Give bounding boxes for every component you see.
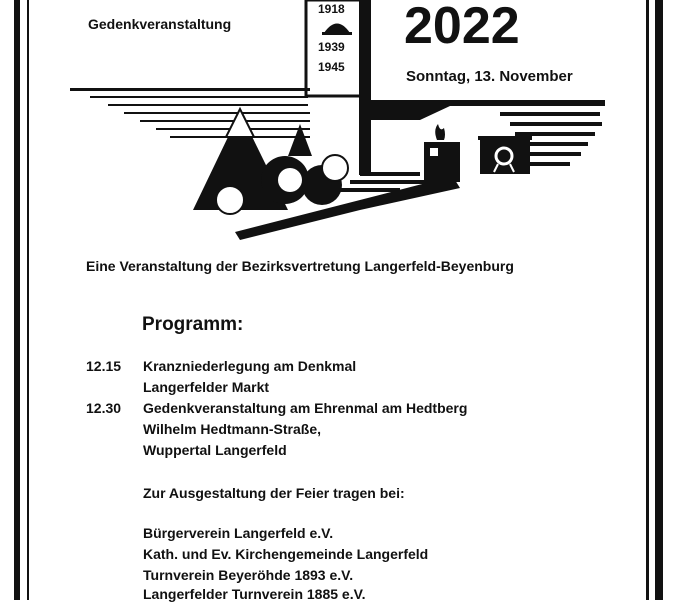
event-year: 2022 xyxy=(404,0,520,55)
circle-small xyxy=(322,155,348,181)
year-1945: 1945 xyxy=(318,60,345,74)
pillar-shadow xyxy=(359,0,371,175)
flame-icon xyxy=(435,124,445,140)
altar-window xyxy=(430,148,438,156)
frame-border-right-outer xyxy=(655,0,663,600)
program-heading: Programm: xyxy=(142,314,244,335)
memorial-illustration xyxy=(60,0,620,250)
event-subtitle: Gedenkveranstaltung xyxy=(88,16,232,32)
event-date: Sonntag, 13. November xyxy=(406,68,573,85)
ground-lines-left xyxy=(70,88,310,138)
wreath-block-cap xyxy=(478,136,532,140)
contributor-1: Bürgerverein Langerfeld e.V. xyxy=(143,525,334,541)
frame-border-left-outer xyxy=(14,0,20,600)
contributor-4: Langerfelder Turnverein 1885 e.V. xyxy=(143,586,366,602)
contributor-2: Kath. und Ev. Kirchengemeinde Langerfeld xyxy=(143,546,429,562)
circle-mid-inner xyxy=(278,168,302,192)
contributor-3: Turnverein Beyeröhde 1893 e.V. xyxy=(143,567,354,583)
program-item-2-line-1: Gedenkveranstaltung am Ehrenmal am Hedtberg xyxy=(143,400,468,416)
frame-border-right-inner xyxy=(646,0,649,600)
year-1939: 1939 xyxy=(318,40,345,54)
program-item-2-line-3: Wuppertal Langerfeld xyxy=(143,442,287,458)
organizer-line: Eine Veranstaltung der Bezirksvertretung Langerfeld-Beyenburg xyxy=(86,258,514,274)
year-1918: 1918 xyxy=(318,2,345,16)
contributors-heading: Zur Ausgestaltung der Feier tragen bei: xyxy=(143,485,405,501)
wreath-block xyxy=(480,140,530,174)
altar-block xyxy=(424,142,460,182)
program-item-2-line-2: Wilhelm Hedtmann-Straße, xyxy=(143,421,322,437)
program-time-1: 12.15 xyxy=(86,358,122,374)
frame-border-left-inner xyxy=(27,0,29,600)
program-time-2: 12.30 xyxy=(86,400,122,416)
program-item-1-line-2: Langerfelder Markt xyxy=(143,379,270,395)
program-item-1-line-1: Kranzniederlegung am Denkmal xyxy=(143,358,357,374)
circle-left xyxy=(216,186,244,214)
